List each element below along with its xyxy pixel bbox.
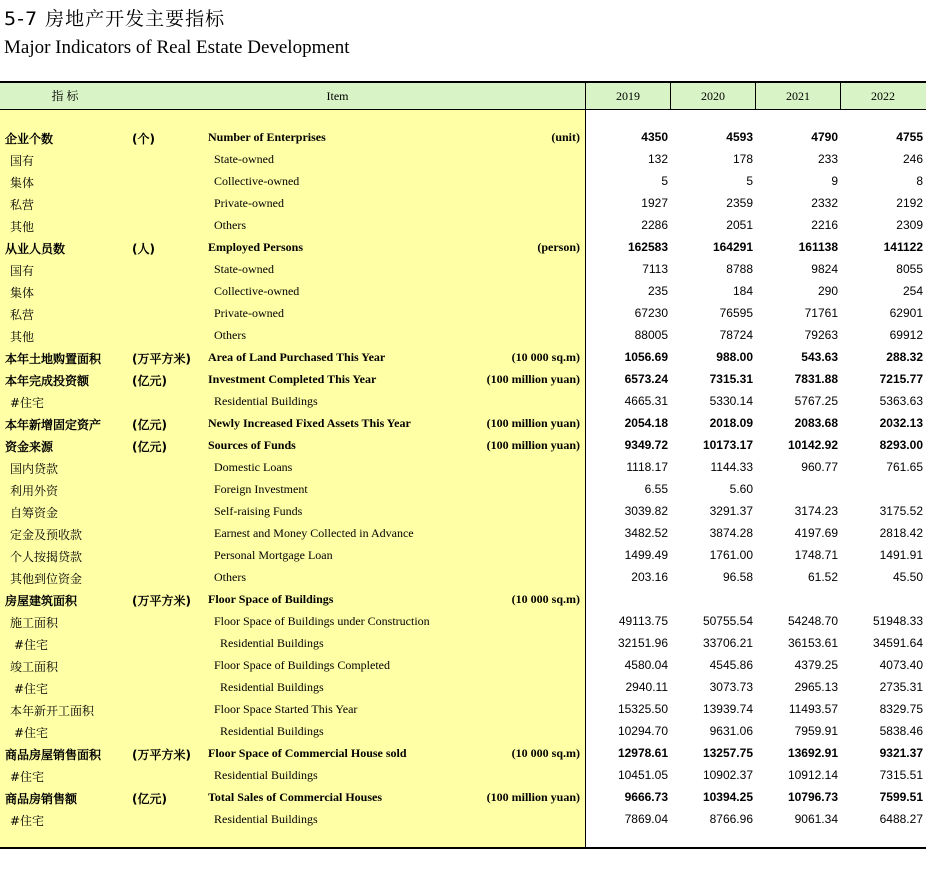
value-cell-2022: 2309 <box>896 218 923 232</box>
table-row <box>0 721 926 743</box>
row-label-en: Private-owned <box>214 306 284 320</box>
value-cell-2020: 5.60 <box>729 482 753 496</box>
table-row <box>0 545 926 567</box>
value-cell-2020: 8766.96 <box>709 812 753 826</box>
row-label-en: State-owned <box>214 262 274 276</box>
table-row <box>0 369 926 391</box>
table-row <box>0 501 926 523</box>
row-label-en: Floor Space of Buildings Completed <box>214 658 390 672</box>
value-cell-2022: 254 <box>902 284 923 298</box>
row-label-cn: 利用外资 <box>10 484 59 498</box>
row-label-en: Sources of Funds <box>208 438 296 452</box>
value-cell-2021: 7959.91 <box>794 724 838 738</box>
value-cell-2021: 2216 <box>811 218 838 232</box>
value-cell-2022: 246 <box>902 152 923 166</box>
table-row <box>0 699 926 721</box>
value-cell-2021: 5767.25 <box>794 394 838 408</box>
table-row <box>0 435 926 457</box>
row-label-en: Investment Completed This Year <box>208 372 377 386</box>
row-label-cn: #住宅 <box>14 682 49 696</box>
value-cell-2019: 49113.75 <box>618 614 668 628</box>
value-cell-2020: 2051 <box>726 218 753 232</box>
row-label-en: Employed Persons <box>208 240 304 254</box>
value-cell-2021: 290 <box>817 284 838 298</box>
table-title-cn: 5-7 房地产开发主要指标 <box>4 8 226 30</box>
value-cell-2022: 2818.42 <box>879 526 923 540</box>
table-row <box>0 237 926 259</box>
value-cell-2020: 5 <box>746 174 753 188</box>
table-header <box>0 83 926 110</box>
value-cell-2019: 6573.24 <box>624 372 668 386</box>
value-cell-2020: 4593 <box>726 130 753 144</box>
table-row <box>0 259 926 281</box>
value-cell-2021: 960.77 <box>801 460 838 474</box>
row-label-cn: 集体 <box>10 176 35 190</box>
row-label-cn: 定金及预收款 <box>10 528 83 542</box>
header-item-en: Item <box>326 89 349 103</box>
row-unit-cn: (亿元) <box>132 418 167 432</box>
value-cell-2022: 4073.40 <box>879 658 923 672</box>
value-cell-2019: 203.16 <box>631 570 668 584</box>
header-item-cn: 指 标 <box>51 89 79 103</box>
table-row <box>0 325 926 347</box>
row-label-cn: #住宅 <box>14 726 49 740</box>
value-cell-2020: 184 <box>732 284 753 298</box>
value-cell-2019: 1056.69 <box>624 350 668 364</box>
value-cell-2019: 15325.50 <box>617 702 668 716</box>
row-label-cn: 集体 <box>10 286 35 300</box>
value-cell-2019: 9666.73 <box>624 790 668 804</box>
table-row <box>0 413 926 435</box>
table-title-en: Major Indicators of Real Estate Development <box>4 37 350 58</box>
value-cell-2019: 4665.31 <box>624 394 668 408</box>
value-cell-2020: 1144.33 <box>710 460 753 474</box>
value-cell-2019: 10451.05 <box>617 768 668 782</box>
value-cell-2022: 45.50 <box>892 570 923 584</box>
row-unit-cn: (万平方米) <box>132 594 191 608</box>
value-cell-2020: 96.58 <box>722 570 753 584</box>
table-row <box>0 611 926 633</box>
row-label-cn: 本年完成投资额 <box>5 374 90 388</box>
table-row <box>0 765 926 787</box>
value-cell-2020: 13939.74 <box>702 702 753 716</box>
table-row <box>0 523 926 545</box>
header-year-2019: 2019 <box>616 89 640 103</box>
value-cell-2019: 6.55 <box>644 482 668 496</box>
row-label-en: Total Sales of Commercial Houses <box>208 790 382 804</box>
header-year-2020: 2020 <box>701 89 725 103</box>
row-label-en: Residential Buildings <box>214 394 318 408</box>
row-label-cn: 企业个数 <box>5 132 54 146</box>
value-cell-2022: 2735.31 <box>879 680 923 694</box>
value-cell-2022: 8329.75 <box>879 702 923 716</box>
value-cell-2020: 3073.73 <box>709 680 753 694</box>
value-cell-2021: 161138 <box>798 240 838 254</box>
value-cell-2021: 10912.14 <box>787 768 838 782</box>
row-label-en: Newly Increased Fixed Assets This Year <box>208 416 411 430</box>
row-label-cn: #住宅 <box>14 638 49 652</box>
row-label-en: State-owned <box>214 152 274 166</box>
value-cell-2021: 4379.25 <box>794 658 838 672</box>
value-cell-2021: 2332 <box>811 196 838 210</box>
value-cell-2019: 2286 <box>641 218 668 232</box>
value-cell-2020: 78724 <box>719 328 753 342</box>
value-cell-2022: 4755 <box>896 130 923 144</box>
value-cell-2019: 7113 <box>642 262 668 276</box>
value-cell-2021: 7831.88 <box>794 372 838 386</box>
row-unit-en: (10 000 sq.m) <box>511 592 580 606</box>
value-cell-2022: 5838.46 <box>879 724 923 738</box>
row-label-en: Domestic Loans <box>214 460 293 474</box>
value-cell-2020: 10394.25 <box>702 790 753 804</box>
table-row <box>0 457 926 479</box>
value-cell-2021: 4790 <box>811 130 838 144</box>
table-row <box>0 281 926 303</box>
value-cell-2020: 988.00 <box>716 350 753 364</box>
value-cell-2019: 162583 <box>627 240 668 254</box>
value-cell-2021: 9824 <box>811 262 838 276</box>
value-cell-2022: 288.32 <box>886 350 923 364</box>
row-unit-cn: (亿元) <box>132 792 167 806</box>
value-cell-2020: 8788 <box>726 262 753 276</box>
table-body <box>0 127 926 831</box>
row-label-cn: #住宅 <box>10 396 45 410</box>
value-cell-2022: 62901 <box>889 306 923 320</box>
value-cell-2020: 33706.21 <box>702 636 753 650</box>
table-row <box>0 787 926 809</box>
value-cell-2022: 9321.37 <box>879 746 923 760</box>
value-cell-2022: 34591.64 <box>872 636 923 650</box>
row-unit-cn: (亿元) <box>132 374 167 388</box>
row-label-cn: 商品房屋销售面积 <box>5 748 102 762</box>
value-cell-2021: 13692.91 <box>787 746 838 760</box>
value-cell-2022: 3175.52 <box>879 504 923 518</box>
row-label-cn: 国内贷款 <box>10 462 59 476</box>
row-unit-cn: (万平方米) <box>132 352 191 366</box>
row-unit-en: (100 million yuan) <box>486 438 580 452</box>
table-row <box>0 303 926 325</box>
row-label-en: Floor Space of Commercial House sold <box>208 746 407 760</box>
table-row <box>0 589 926 611</box>
row-label-en: Residential Buildings <box>214 768 318 782</box>
row-label-en: Number of Enterprises <box>208 130 326 144</box>
table-row <box>0 633 926 655</box>
value-cell-2022: 7215.77 <box>879 372 923 386</box>
row-label-en: Others <box>214 570 246 584</box>
value-cell-2021: 9 <box>831 174 838 188</box>
row-label-en: Collective-owned <box>214 284 300 298</box>
row-unit-en: (10 000 sq.m) <box>511 746 580 760</box>
value-cell-2021: 54248.70 <box>787 614 838 628</box>
table-row <box>0 171 926 193</box>
value-cell-2020: 3874.28 <box>709 526 753 540</box>
value-cell-2021: 11493.57 <box>788 702 838 716</box>
value-cell-2019: 1118.17 <box>626 460 668 474</box>
value-cell-2019: 4350 <box>641 130 668 144</box>
value-cell-2019: 88005 <box>634 328 668 342</box>
row-label-cn: 竣工面积 <box>10 660 59 674</box>
row-unit-cn: (个) <box>132 132 155 146</box>
value-cell-2019: 9349.72 <box>624 438 668 452</box>
table-row <box>0 655 926 677</box>
value-cell-2021: 1748.71 <box>794 548 838 562</box>
value-cell-2021: 71761 <box>804 306 838 320</box>
value-cell-2019: 4580.04 <box>624 658 668 672</box>
value-cell-2020: 164291 <box>712 240 753 254</box>
value-cell-2019: 235 <box>647 284 668 298</box>
value-cell-2022: 51948.33 <box>872 614 923 628</box>
row-label-cn: 房屋建筑面积 <box>5 594 78 608</box>
value-cell-2021: 36153.61 <box>787 636 838 650</box>
row-label-cn: 国有 <box>10 154 35 168</box>
table-row <box>0 193 926 215</box>
row-label-cn: 施工面积 <box>10 616 59 630</box>
value-cell-2021: 61.52 <box>807 570 838 584</box>
table-row <box>0 391 926 413</box>
row-label-cn: 其他 <box>10 330 35 344</box>
row-label-en: Floor Space of Buildings <box>208 592 334 606</box>
table-row <box>0 347 926 369</box>
value-cell-2022: 6488.27 <box>879 812 923 826</box>
row-label-en: Others <box>214 218 246 232</box>
table-row <box>0 149 926 171</box>
row-label-cn: 商品房销售额 <box>5 792 78 806</box>
row-label-en: Earnest and Money Collected in Advance <box>214 526 414 540</box>
header-year-2022: 2022 <box>871 89 895 103</box>
value-cell-2020: 76595 <box>719 306 753 320</box>
value-cell-2019: 12978.61 <box>617 746 668 760</box>
value-cell-2019: 7869.04 <box>624 812 668 826</box>
row-label-cn: 本年新增固定资产 <box>5 418 102 432</box>
value-cell-2022: 5363.63 <box>879 394 923 408</box>
value-cell-2021: 4197.69 <box>794 526 838 540</box>
value-cell-2021: 79263 <box>804 328 838 342</box>
row-label-en: Residential Buildings <box>220 724 324 738</box>
row-unit-cn: (人) <box>132 242 155 256</box>
value-cell-2019: 3039.82 <box>624 504 668 518</box>
row-label-cn: 国有 <box>10 264 35 278</box>
value-cell-2019: 1927 <box>641 196 668 210</box>
row-label-en: Residential Buildings <box>220 680 324 694</box>
value-cell-2020: 10902.37 <box>702 768 753 782</box>
value-cell-2019: 132 <box>647 152 668 166</box>
value-cell-2022: 7599.51 <box>879 790 923 804</box>
value-cell-2021: 543.63 <box>801 350 838 364</box>
row-label-cn: 资金来源 <box>5 440 54 454</box>
value-cell-2021: 3174.23 <box>794 504 838 518</box>
row-label-en: Residential Buildings <box>214 812 318 826</box>
table-row <box>0 127 926 149</box>
value-cell-2019: 10294.70 <box>617 724 668 738</box>
row-unit-en: (100 million yuan) <box>486 790 580 804</box>
value-cell-2022: 2192 <box>896 196 923 210</box>
table-row <box>0 567 926 589</box>
table-row <box>0 479 926 501</box>
row-label-en: Others <box>214 328 246 342</box>
row-unit-en: (person) <box>537 240 580 254</box>
table-row <box>0 743 926 765</box>
bottom-rule <box>0 847 926 849</box>
header-year-2021: 2021 <box>786 89 810 103</box>
value-cell-2020: 10173.17 <box>702 438 753 452</box>
value-cell-2019: 2940.11 <box>625 680 668 694</box>
value-cell-2019: 1499.49 <box>624 548 668 562</box>
value-cell-2019: 32151.96 <box>617 636 668 650</box>
row-unit-en: (10 000 sq.m) <box>511 350 580 364</box>
value-cell-2022: 761.65 <box>886 460 923 474</box>
row-label-cn: 自筹资金 <box>10 506 59 520</box>
row-label-en: Personal Mortgage Loan <box>214 548 333 562</box>
value-cell-2020: 13257.75 <box>702 746 753 760</box>
value-cell-2020: 5330.14 <box>709 394 753 408</box>
row-unit-en: (100 million yuan) <box>486 416 580 430</box>
row-label-cn: 其他 <box>10 220 35 234</box>
value-cell-2019: 2054.18 <box>624 416 668 430</box>
value-cell-2022: 8055 <box>896 262 923 276</box>
value-cell-2022: 2032.13 <box>879 416 923 430</box>
value-cell-2019: 5 <box>661 174 668 188</box>
value-cell-2022: 1491.91 <box>879 548 923 562</box>
row-label-cn: 私营 <box>10 308 35 322</box>
value-cell-2021: 2083.68 <box>794 416 838 430</box>
value-cell-2020: 4545.86 <box>709 658 753 672</box>
row-label-en: Collective-owned <box>214 174 300 188</box>
value-cell-2022: 8 <box>916 174 923 188</box>
table-row <box>0 677 926 699</box>
value-cell-2020: 178 <box>732 152 753 166</box>
value-cell-2021: 233 <box>817 152 838 166</box>
value-cell-2022: 141122 <box>883 240 923 254</box>
row-label-cn: 本年土地购置面积 <box>5 352 102 366</box>
row-label-en: Residential Buildings <box>220 636 324 650</box>
row-label-cn: 从业人员数 <box>5 242 66 256</box>
value-cell-2020: 50755.54 <box>702 614 753 628</box>
row-label-en: Area of Land Purchased This Year <box>208 350 386 364</box>
row-label-en: Private-owned <box>214 196 284 210</box>
row-label-cn: #住宅 <box>10 814 45 828</box>
value-cell-2020: 7315.31 <box>709 372 753 386</box>
row-label-cn: 本年新开工面积 <box>10 704 95 718</box>
value-cell-2022: 7315.51 <box>879 768 923 782</box>
row-unit-cn: (万平方米) <box>132 748 191 762</box>
value-cell-2019: 3482.52 <box>624 526 668 540</box>
row-label-cn: 其他到位资金 <box>10 572 83 586</box>
value-cell-2020: 2018.09 <box>709 416 753 430</box>
table-row <box>0 809 926 831</box>
row-label-en: Floor Space Started This Year <box>214 702 358 716</box>
row-label-cn: 私营 <box>10 198 35 212</box>
row-unit-en: (100 million yuan) <box>486 372 580 386</box>
row-label-en: Foreign Investment <box>214 482 308 496</box>
value-cell-2020: 1761.00 <box>709 548 753 562</box>
value-cell-2021: 2965.13 <box>794 680 838 694</box>
row-label-cn: #住宅 <box>10 770 45 784</box>
value-cell-2021: 10796.73 <box>787 790 838 804</box>
value-cell-2022: 69912 <box>889 328 923 342</box>
value-cell-2020: 3291.37 <box>709 504 753 518</box>
row-label-en: Self-raising Funds <box>214 504 303 518</box>
value-cell-2021: 9061.34 <box>794 812 838 826</box>
value-cell-2019: 67230 <box>634 306 668 320</box>
value-cell-2021: 10142.92 <box>787 438 838 452</box>
row-label-en: Floor Space of Buildings under Construction <box>214 614 430 628</box>
value-cell-2022: 8293.00 <box>879 438 923 452</box>
table-row <box>0 215 926 237</box>
row-unit-en: (unit) <box>551 130 580 144</box>
value-cell-2020: 2359 <box>726 196 753 210</box>
row-label-cn: 个人按揭贷款 <box>10 550 83 564</box>
value-cell-2020: 9631.06 <box>709 724 753 738</box>
row-unit-cn: (亿元) <box>132 440 167 454</box>
